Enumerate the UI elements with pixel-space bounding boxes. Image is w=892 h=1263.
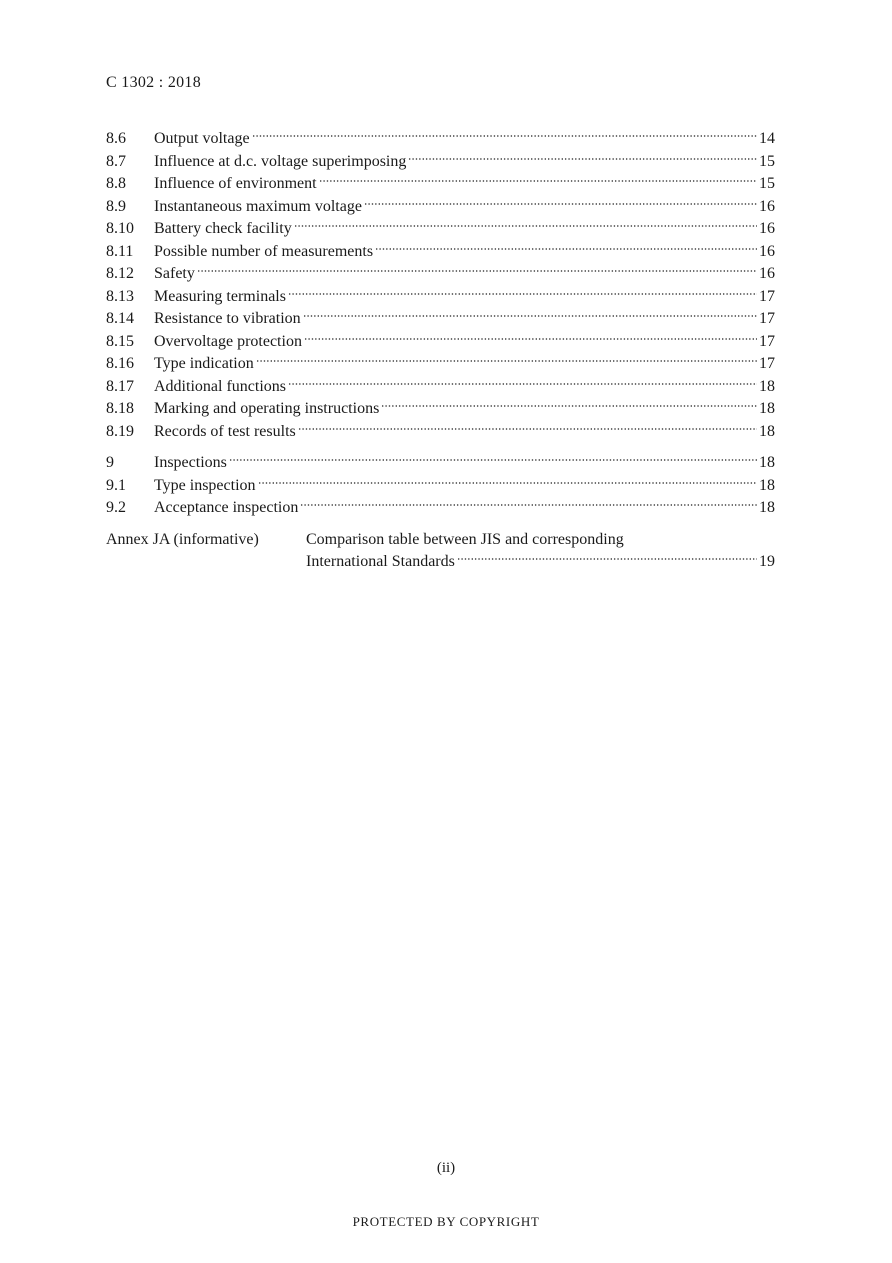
toc-entry[interactable] xyxy=(106,173,775,196)
copyright-notice: PROTECTED BY COPYRIGHT xyxy=(352,1214,540,1229)
section-title: Battery check facility xyxy=(154,220,292,237)
toc-entry[interactable] xyxy=(106,218,775,241)
section-title: Output voltage xyxy=(154,130,250,147)
toc-entry[interactable] xyxy=(106,421,775,444)
section-title: Additional functions xyxy=(154,377,286,395)
toc-group xyxy=(106,452,775,520)
leader-dots xyxy=(364,201,757,207)
leader-dots xyxy=(294,223,757,229)
section-number: 8.9 xyxy=(106,197,126,215)
section-title: Acceptance inspection xyxy=(154,499,299,516)
page-ref: 17 xyxy=(759,355,775,372)
toc-entry[interactable] xyxy=(106,398,775,421)
section-title: Marking and operating instructions xyxy=(154,400,380,417)
toc-entry[interactable] xyxy=(106,353,775,376)
annex-title-line2: International Standards xyxy=(306,553,455,570)
page-ref: 18 xyxy=(759,377,775,395)
toc-entry[interactable] xyxy=(106,376,775,399)
page-ref: 16 xyxy=(759,220,775,237)
leader-dots xyxy=(229,457,757,463)
section-title: Type inspection xyxy=(154,476,256,494)
leader-dots xyxy=(375,246,757,252)
toc-entry[interactable] xyxy=(106,241,775,264)
page-ref: 16 xyxy=(759,265,775,282)
leader-dots xyxy=(288,291,757,297)
section-title: Resistance to vibration xyxy=(154,310,301,327)
section-number: 8.11 xyxy=(106,242,134,260)
page-ref: 15 xyxy=(759,152,775,170)
section-number: 8.13 xyxy=(106,287,134,305)
section-title: Instantaneous maximum voltage xyxy=(154,197,362,215)
annex-title-line1: Comparison table between JIS and corresponding xyxy=(306,530,624,548)
section-title: Influence of environment xyxy=(154,175,317,192)
section-number: 9 xyxy=(106,454,114,471)
leader-dots xyxy=(303,313,757,319)
toc-entry[interactable] xyxy=(106,331,775,354)
page-ref: 18 xyxy=(759,499,775,516)
leader-dots xyxy=(197,268,757,274)
page-ref: 17 xyxy=(759,287,775,305)
leader-dots xyxy=(256,358,757,364)
section-number: 8.18 xyxy=(106,400,134,417)
toc-entry[interactable] xyxy=(106,497,775,520)
section-title: Safety xyxy=(154,265,195,282)
toc-entry[interactable] xyxy=(106,151,775,174)
toc-entry-annex-ja[interactable] xyxy=(106,529,775,574)
section-number: 9.1 xyxy=(106,476,126,494)
section-number: 8.17 xyxy=(106,377,134,395)
toc-entry[interactable] xyxy=(106,263,775,286)
leader-dots xyxy=(457,556,757,562)
leader-dots xyxy=(381,403,757,409)
section-title: Overvoltage protection xyxy=(154,332,302,350)
table-of-contents xyxy=(106,128,775,574)
section-number: 8.16 xyxy=(106,355,134,372)
leader-dots xyxy=(298,426,757,432)
annex-page-number: 19 xyxy=(759,553,775,570)
section-number: 8.10 xyxy=(106,220,134,237)
section-number: 8.8 xyxy=(106,175,126,192)
page-ref: 18 xyxy=(759,400,775,417)
section-title: Type indication xyxy=(154,355,254,372)
section-number: 8.6 xyxy=(106,130,126,147)
annex-title xyxy=(306,529,775,574)
leader-dots xyxy=(300,502,757,508)
toc-entry[interactable] xyxy=(106,475,775,498)
page-number: (ii) xyxy=(436,1160,456,1176)
section-title: Inspections xyxy=(154,454,227,471)
section-title: Measuring terminals xyxy=(154,287,286,305)
document-id: C 1302 : 2018 xyxy=(106,74,202,91)
leader-dots xyxy=(304,336,757,342)
toc-entries xyxy=(106,128,775,520)
page-ref: 15 xyxy=(759,175,775,192)
page-ref: 14 xyxy=(759,130,775,147)
leader-dots xyxy=(408,156,757,162)
page-ref: 17 xyxy=(759,310,775,327)
toc-entry[interactable] xyxy=(106,452,775,475)
section-title: Possible number of measurements xyxy=(154,242,374,260)
page-ref: 16 xyxy=(759,197,775,215)
toc-entry[interactable] xyxy=(106,308,775,331)
toc-group xyxy=(106,128,775,443)
section-number: 9.2 xyxy=(106,499,126,516)
page-ref: 18 xyxy=(759,476,775,494)
section-number: 8.7 xyxy=(106,152,126,170)
page-ref: 18 xyxy=(759,422,775,440)
annex-label: Annex JA (informative) xyxy=(106,530,259,548)
leader-dots xyxy=(319,178,757,184)
page-ref: 18 xyxy=(759,454,775,471)
leader-dots xyxy=(252,133,757,139)
section-title: Influence at d.c. voltage superimposing xyxy=(154,152,407,170)
section-number: 8.15 xyxy=(106,332,134,350)
leader-dots xyxy=(288,381,757,387)
toc-entry[interactable] xyxy=(106,128,775,151)
page-ref: 16 xyxy=(759,242,775,260)
page-ref: 17 xyxy=(759,332,775,350)
toc-entry[interactable] xyxy=(106,196,775,219)
section-title: Records of test results xyxy=(154,422,296,440)
section-number: 8.12 xyxy=(106,265,134,282)
section-number: 8.19 xyxy=(106,422,134,440)
toc-entry[interactable] xyxy=(106,286,775,309)
leader-dots xyxy=(258,480,757,486)
section-number: 8.14 xyxy=(106,310,134,327)
